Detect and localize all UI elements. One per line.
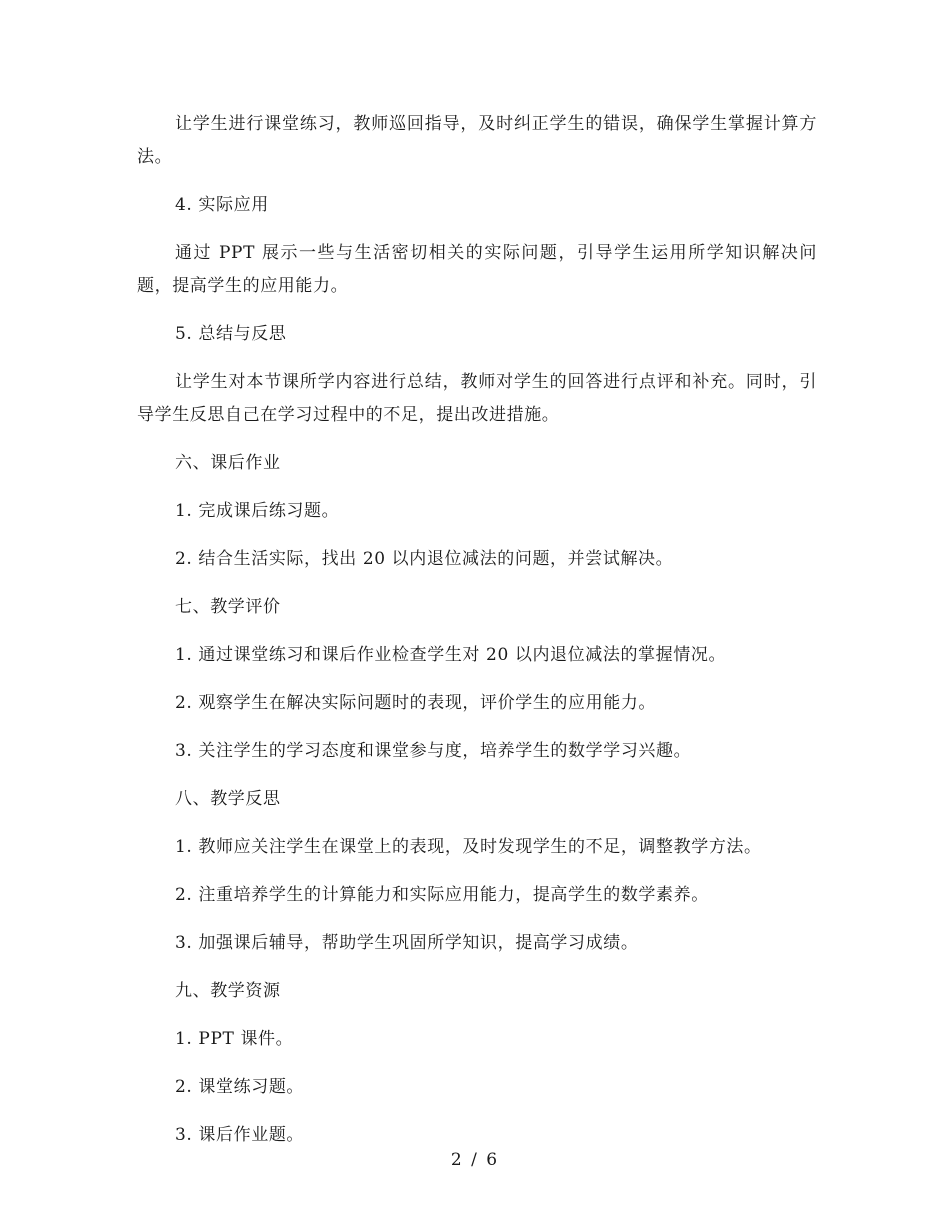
list-item: 2. 课堂练习题。 (175, 1077, 305, 1097)
heading-summary-reflection: 5. 总结与反思 (175, 324, 287, 344)
list-item: 1. 通过课堂练习和课后作业检查学生对 20 以内退位减法的掌握情况。 (175, 645, 727, 665)
section-heading-homework: 六、课后作业 (175, 453, 281, 473)
list-item: 2. 结合生活实际，找出 20 以内退位减法的问题，并尝试解决。 (175, 549, 674, 569)
section-heading-resources: 九、教学资源 (175, 981, 281, 1001)
paragraph-application: 通过 PPT 展示一些与生活密切相关的实际问题，引导学生运用所学知识解决问题，提高学生的应用能力。 (137, 243, 817, 296)
list-item: 1. 教师应关注学生在课堂上的表现，及时发现学生的不足，调整教学方法。 (175, 837, 762, 857)
section-heading-reflection: 八、教学反思 (175, 789, 281, 809)
heading-practical-application: 4. 实际应用 (175, 195, 269, 215)
paragraph-practice: 让学生进行课堂练习，教师巡回指导，及时纠正学生的错误，确保学生掌握计算方法。 (137, 114, 817, 167)
list-item: 3. 关注学生的学习态度和课堂参与度，培养学生的数学学习兴趣。 (175, 741, 692, 761)
document-body (137, 108, 817, 1167)
section-heading-evaluation: 七、教学评价 (175, 597, 281, 617)
list-item: 3. 课后作业题。 (175, 1125, 305, 1145)
list-item: 1. PPT 课件。 (175, 1029, 294, 1049)
list-item: 3. 加强课后辅导，帮助学生巩固所学知识，提高学习成绩。 (175, 933, 639, 953)
page-number: 2 / 6 (450, 1150, 500, 1170)
list-item: 2. 注重培养学生的计算能力和实际应用能力，提高学生的数学素养。 (175, 885, 709, 905)
list-item: 1. 完成课后练习题。 (175, 501, 340, 521)
paragraph-summary: 让学生对本节课所学内容进行总结，教师对学生的回答进行点评和补充。同时，引导学生反思自己在学习过程中的不足，提出改进措施。 (137, 372, 817, 425)
list-item: 2. 观察学生在解决实际问题时的表现，评价学生的应用能力。 (175, 693, 657, 713)
